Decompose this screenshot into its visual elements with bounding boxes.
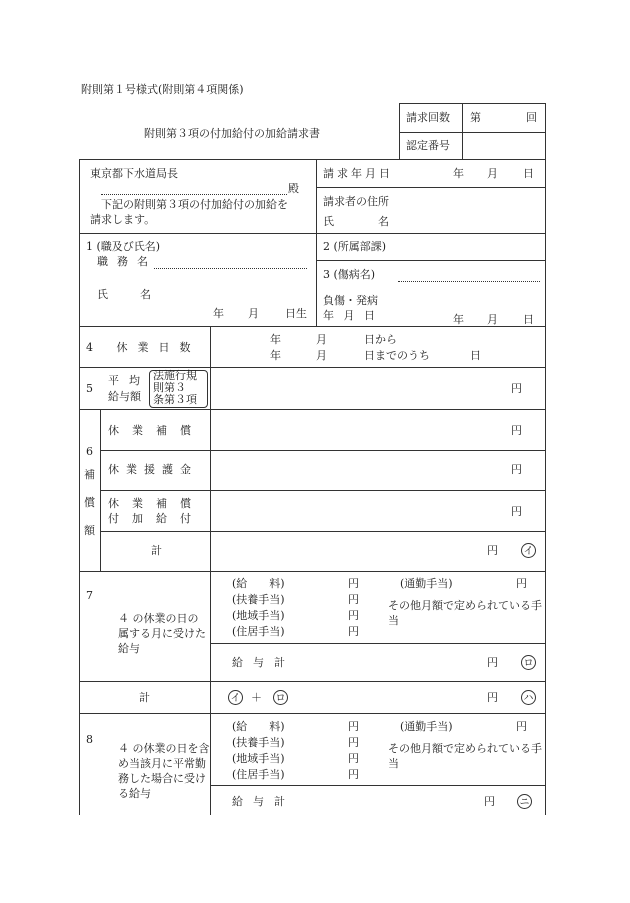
row-line xyxy=(79,367,545,368)
claim-date-year: 年 xyxy=(453,167,464,180)
s7-family-label: (扶養手当) xyxy=(232,593,285,606)
injury-day: 日 xyxy=(523,313,534,326)
s8-subtotal-unit: 円 xyxy=(484,795,495,808)
row-line xyxy=(79,713,545,714)
s8-commute-label: (通勤手当) xyxy=(400,720,453,733)
to-day: 日までのうち xyxy=(364,349,430,362)
s7-commute-label: (通勤手当) xyxy=(400,577,453,590)
col-line xyxy=(100,409,101,571)
statement-line2: 請求します。 xyxy=(90,213,156,226)
col-line xyxy=(316,159,317,326)
s7-regional-unit: 円 xyxy=(348,609,359,622)
avg-bracket1: 法施行規 xyxy=(153,369,197,382)
comp-row2-unit: 円 xyxy=(511,463,522,476)
injury-date-label: 年 月 日 xyxy=(323,309,378,322)
birth-year: 年 xyxy=(213,307,224,320)
s7-subtotal-label: 給与計 xyxy=(232,656,295,669)
comp-row1-unit: 円 xyxy=(511,424,522,437)
avg-bracket3: 条第３項 xyxy=(153,393,197,406)
form-id: 附則第１号様式(附則第４項関係) xyxy=(81,83,244,96)
claim-date-day: 日 xyxy=(523,167,534,180)
s7-housing-unit: 円 xyxy=(348,625,359,638)
s7-other-label: その他月額で定められている手当 xyxy=(388,599,542,627)
row-line xyxy=(79,326,545,327)
s7-commute-unit: 円 xyxy=(516,577,527,590)
section8-num: 8 xyxy=(86,733,93,746)
comp-vertical-6: 6 xyxy=(86,445,93,458)
s8-family-label: (扶養手当) xyxy=(232,736,285,749)
claim-count-suffix: 回 xyxy=(526,111,537,124)
header-line xyxy=(399,103,545,104)
disease-line xyxy=(398,281,540,282)
circle-i-ref: イ xyxy=(228,690,243,705)
avg-bracket2: 則第３ xyxy=(153,381,186,394)
row-line xyxy=(100,450,545,451)
section7-num: 7 xyxy=(86,589,93,602)
from-year: 年 xyxy=(270,333,281,346)
comp-vertical-3: 額 xyxy=(84,524,95,537)
section1-title: 1 (職及び氏名) xyxy=(86,240,161,253)
s8-commute-unit: 円 xyxy=(516,720,527,733)
s8-regional-label: (地域手当) xyxy=(232,752,285,765)
circle-ro-ref: ロ xyxy=(273,690,288,705)
col-line xyxy=(79,159,80,815)
s7-family-unit: 円 xyxy=(348,593,359,606)
s7-salary-label: (給 料) xyxy=(232,577,285,590)
leave-days: 日 xyxy=(470,349,481,362)
section5-num: 5 xyxy=(86,382,93,395)
comp-total-label: 計 xyxy=(151,544,162,557)
circle-ni-mark: ニ xyxy=(517,794,532,809)
s7-housing-label: (住居手当) xyxy=(232,625,285,638)
claim-count-prefix: 第 xyxy=(470,111,481,124)
row-line xyxy=(79,159,545,160)
row-line xyxy=(79,571,545,572)
col-line xyxy=(545,159,546,815)
name-label: 氏名 xyxy=(97,288,183,301)
row-line xyxy=(100,490,545,491)
claim-count-label: 請求回数 xyxy=(406,111,450,124)
comp-vertical-2: 償 xyxy=(84,496,95,509)
position-label: 職務名 xyxy=(97,255,157,268)
row-line xyxy=(79,409,545,410)
injury-label: 負傷・発病 xyxy=(323,294,378,307)
s8-regional-unit: 円 xyxy=(348,752,359,765)
s8-family-unit: 円 xyxy=(348,736,359,749)
position-line xyxy=(154,268,307,269)
circle-i-mark: イ xyxy=(521,543,536,558)
addressee-line xyxy=(101,194,287,195)
section7-desc: ４ の休業の日の属する月に受けた給与 xyxy=(118,612,206,655)
s8-other-label: その他月額で定められている手当 xyxy=(388,742,542,770)
s8-salary-unit: 円 xyxy=(348,720,359,733)
col-line xyxy=(210,326,211,815)
comp-row3-label1: 休業補償 xyxy=(108,497,204,510)
to-year: 年 xyxy=(270,349,281,362)
birth-day: 日生 xyxy=(285,307,307,320)
row-line xyxy=(79,233,545,234)
s8-housing-label: (住居手当) xyxy=(232,768,285,781)
s7-subtotal-unit: 円 xyxy=(487,656,498,669)
section4-label: 4 休業日数 xyxy=(86,341,201,354)
row-line xyxy=(316,187,545,188)
row-line xyxy=(210,643,545,644)
comp-row3-unit: 円 xyxy=(511,505,522,518)
claimant-name-label: 氏名 xyxy=(323,215,433,228)
addressee-to: 東京都下水道局長 xyxy=(90,167,178,180)
from-month: 月 xyxy=(316,333,327,346)
s8-housing-unit: 円 xyxy=(348,768,359,781)
addressee-honorific: 殿 xyxy=(288,182,299,195)
header-line xyxy=(399,103,400,159)
header-line xyxy=(545,103,546,159)
comp-row2-label: 休業援護金 xyxy=(108,463,198,476)
plus-sign: ＋ xyxy=(251,691,262,704)
to-month: 月 xyxy=(316,349,327,362)
row-line xyxy=(210,785,545,786)
section2-title: 2 (所属部課) xyxy=(323,240,387,253)
row-line xyxy=(316,260,545,261)
comp-total-unit: 円 xyxy=(487,544,498,557)
s7-regional-label: (地域手当) xyxy=(232,609,285,622)
avg-unit: 円 xyxy=(511,382,522,395)
s7-salary-unit: 円 xyxy=(348,577,359,590)
injury-month: 月 xyxy=(487,313,498,326)
from-day: 日から xyxy=(364,333,397,346)
cert-no-field[interactable] xyxy=(463,133,545,159)
section8-desc: ４ の休業の日を含め当該月に平常勤務した場合に受ける給与 xyxy=(118,742,210,800)
total-label: 計 xyxy=(139,691,150,704)
injury-year: 年 xyxy=(453,313,464,326)
claim-date-month: 月 xyxy=(487,167,498,180)
avg-label2: 給与額 xyxy=(108,390,141,403)
s8-subtotal-label: 給与計 xyxy=(232,795,295,808)
claim-date-label: 請求年月日 xyxy=(323,167,393,180)
birth-month: 月 xyxy=(248,307,259,320)
s8-salary-label: (給 料) xyxy=(232,720,285,733)
section3-title: 3 (傷病名) xyxy=(323,268,376,281)
total-unit: 円 xyxy=(487,691,498,704)
statement-line1: 下記の附則第３項の付加給付の加給を xyxy=(101,198,288,211)
comp-row3-label2: 付加給付 xyxy=(108,512,204,525)
row-line xyxy=(79,681,545,682)
circle-ha-mark: ハ xyxy=(521,690,536,705)
avg-label1: 平均 xyxy=(108,374,150,387)
circle-ro-mark: ロ xyxy=(521,655,536,670)
claimant-address-label: 請求者の住所 xyxy=(323,195,389,208)
comp-row1-label: 休業補償 xyxy=(108,424,204,437)
claimant-name-field[interactable] xyxy=(400,212,540,230)
form-title: 附則第３項の付加給付の加給請求書 xyxy=(144,127,320,140)
cert-no-label: 認定番号 xyxy=(406,139,450,152)
comp-vertical-1: 補 xyxy=(84,468,95,481)
row-line xyxy=(100,531,545,532)
